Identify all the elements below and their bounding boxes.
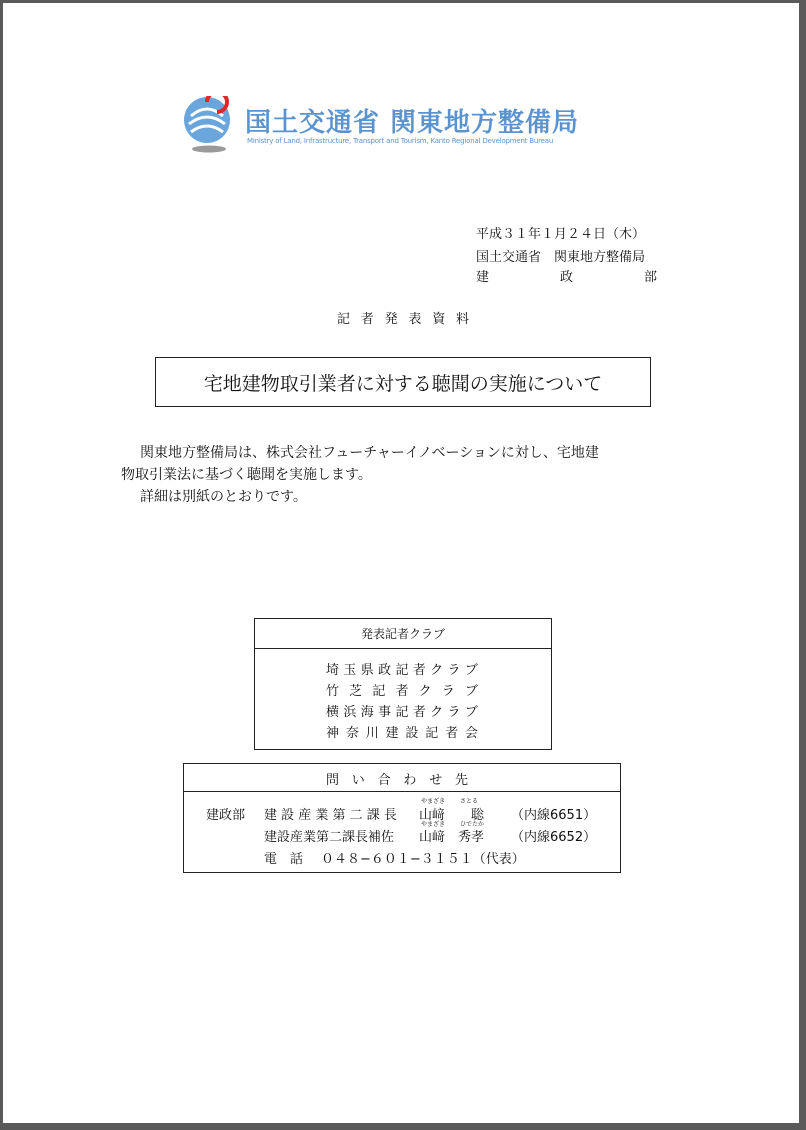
char: 資 <box>432 312 446 327</box>
char: 者 <box>360 312 374 327</box>
logo-title: 国土交通省 関東地方整備局 <box>245 108 580 138</box>
issuer-dept <box>476 266 657 285</box>
char: 政 <box>378 663 392 678</box>
char: 者 <box>412 663 426 678</box>
mlit-logo-icon <box>181 96 237 154</box>
contact-dept: 建政部 <box>206 808 246 823</box>
body-line-1: 関東地方整備局は、株式会社フューチャーイノベーションに対し、宅地建 <box>140 445 599 461</box>
char: 神 <box>326 726 340 741</box>
char: ラ <box>441 684 455 699</box>
char: ブ <box>464 705 478 720</box>
logo-subtitle: Ministry of Land, Infrastructure, Transport and Tourism, Kanto Regional Development Bureau <box>247 137 554 145</box>
contact-phone: ０４８−６０１−３１５１（代表） <box>321 852 525 867</box>
char: ラ <box>447 705 461 720</box>
char: 浜 <box>343 705 357 720</box>
char: 建 <box>385 726 399 741</box>
char: ク <box>430 663 444 678</box>
body-line-3: 詳細は別紙のとおりです。 <box>140 489 307 505</box>
char: 表 <box>408 312 422 327</box>
char: 埼 <box>326 663 340 678</box>
press-club-header: 発表記者クラブ <box>255 619 551 649</box>
char: 海 <box>360 705 374 720</box>
char: ラ <box>447 663 461 678</box>
press-club-item <box>326 722 478 741</box>
char: ブ <box>464 663 478 678</box>
contact-phone-label: 電 話 <box>264 852 304 867</box>
char: 者 <box>445 726 459 741</box>
char: 玉 <box>343 663 357 678</box>
char: 記 <box>395 663 409 678</box>
ruby-given-2: ひでたか <box>460 821 485 828</box>
char: 川 <box>365 726 379 741</box>
contact-ext-2: （内線6652） <box>511 830 597 845</box>
contact-name-2: 山﨑 秀孝 <box>419 830 485 845</box>
document-type <box>337 308 469 327</box>
char: 県 <box>360 663 374 678</box>
document-page <box>3 3 799 1123</box>
char: 芝 <box>349 684 363 699</box>
contact-name-1: 山﨑 聡 <box>419 808 485 823</box>
contact-header-label <box>326 769 468 788</box>
char: ク <box>418 684 432 699</box>
char: 事 <box>378 705 392 720</box>
char: い <box>351 773 365 788</box>
release-date: 平成３１年１月２４日（木） <box>476 227 646 242</box>
char: 問 <box>326 773 340 788</box>
ruby-family-1: やまざき <box>421 798 446 805</box>
char: 横 <box>326 705 340 720</box>
char: 奈 <box>345 726 359 741</box>
press-club-item <box>326 680 478 699</box>
char: 者 <box>412 705 426 720</box>
char: 記 <box>395 705 409 720</box>
char: ク <box>430 705 444 720</box>
document-title: 宅地建物取引業者に対する聴聞の実施について <box>203 372 603 395</box>
char: 者 <box>395 684 409 699</box>
contact-role-2: 建設産業第二課長補佐 <box>264 830 395 845</box>
char: 合 <box>377 773 391 788</box>
char: 発 <box>384 312 398 327</box>
ruby-family-2: やまざき <box>421 821 446 828</box>
char: 部 <box>643 270 657 285</box>
contact-role-1: 建 設 産 業 第 二 課 長 <box>264 808 397 823</box>
char: 記 <box>372 684 386 699</box>
char: 記 <box>425 726 439 741</box>
issuer-line: 国土交通省 関東地方整備局 <box>476 250 646 265</box>
char: 料 <box>455 312 469 327</box>
contact-ext-1: （内線6651） <box>511 808 597 823</box>
char: 先 <box>454 773 468 788</box>
char: せ <box>429 773 443 788</box>
char: 記 <box>337 312 351 327</box>
char: ブ <box>464 684 478 699</box>
ruby-given-1: さとる <box>460 798 479 805</box>
char: わ <box>403 773 417 788</box>
char: 会 <box>464 726 478 741</box>
char: 設 <box>405 726 419 741</box>
document-title-box <box>155 357 651 407</box>
char: 建 <box>476 270 490 285</box>
press-club-item <box>326 701 478 720</box>
press-club-item <box>326 659 478 678</box>
char: 竹 <box>326 684 340 699</box>
char: 政 <box>559 270 573 285</box>
body-line-2: 物取引業法に基づく聴聞を実施します。 <box>121 467 372 483</box>
